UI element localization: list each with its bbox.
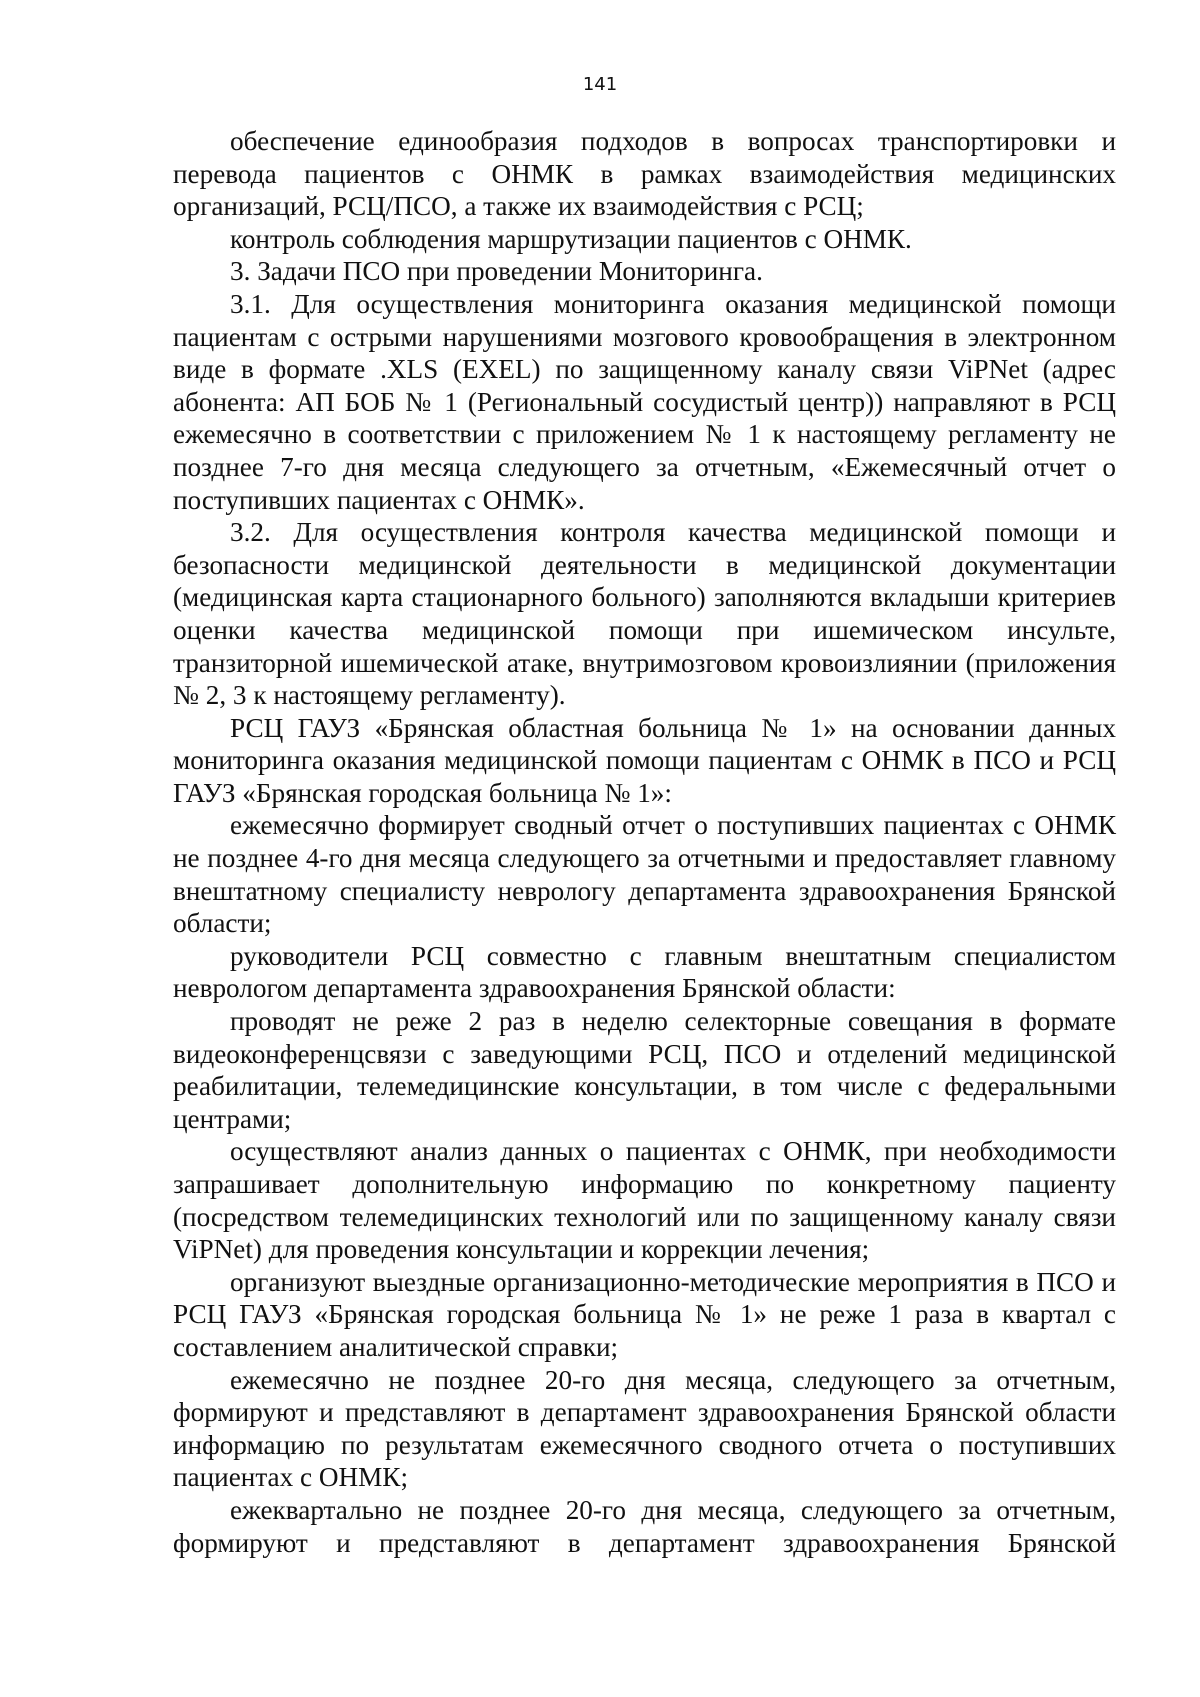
section-heading-3: 3. Задачи ПСО при проведении Мониторинга.	[230, 256, 763, 287]
paragraph-3-1: 3.1. Для осуществления мониторинга оказания медицинской помощи пациентам с острыми нарушениями мозгового кровообращения в электронном виде в формате .XLS (EXEL) по защищенному каналу связи ViPNet (адрес абонента: АП БОБ № 1 (Региональный сосудистый центр)) направляют в РСЦ ежемесячно в соответствии с приложением № 1 к настоящему регламенту не позднее 7-го дня месяца следующего за отчетным, «Ежемесячный отчет о поступивших пациентах с ОНМК».	[173, 288, 1116, 515]
paragraph-monthly-info: ежемесячно не позднее 20-го дня месяца, следующего за отчетным, формируют и представляют в департамент здравоохранения Брянской области информацию по результатам ежемесячного сводного отчета о поступивших пациентах с ОНМК;	[173, 1364, 1116, 1493]
paragraph-2: контроль соблюдения маршрутизации пациентов с ОНМК.	[230, 223, 912, 254]
paragraph-rsc-heads: руководители РСЦ совместно с главным внештатным специалистом неврологом департамента здравоохранения Брянской области:	[173, 940, 1116, 1004]
paragraph-field-visits: организуют выездные организационно-методические мероприятия в ПСО и РСЦ ГАУЗ «Брянская городская больница № 1» не реже 1 раза в квартал с составлением аналитической справки;	[173, 1266, 1116, 1362]
document-body	[173, 125, 1116, 1559]
paragraph-selector-meetings: проводят не реже 2 раз в неделю селекторные совещания в формате видеоконференцсвязи с заведующими РСЦ, ПСО и отделений медицинской реабилитации, телемедицинские консультации, в том числе с федеральными центрами;	[173, 1006, 1116, 1134]
paragraph-monthly-report: ежемесячно формирует сводный отчет о поступивших пациентах с ОНМК не позднее 4-го дня месяца следующего за отчетными и предоставляет главному внештатному специалисту неврологу департамента здравоохранения Брянской области;	[173, 810, 1116, 939]
paragraph-3-2: 3.2. Для осуществления контроля качества медицинской помощи и безопасности медицинской деятельности в медицинской документации (медицинская карта стационарного больного) заполняются вкладыши критериев оценки качества медицинской помощи при ишемическом инсульте, транзиторной ишемической атаке, внутримозговом кровоизлиянии (приложения № 2, 3 к настоящему регламенту).	[173, 517, 1116, 711]
paragraph-quarterly-info: ежеквартально не позднее 20-го дня месяца, следующего за отчетным, формируют и представляют в департамент здравоохранения Брянской	[173, 1494, 1116, 1558]
paragraph-rsc-monitoring: РСЦ ГАУЗ «Брянская областная больница № 1» на основании данных мониторинга оказания медицинской помощи пациентам с ОНМК в ПСО и РСЦ ГАУЗ «Брянская городская больница № 1»:	[173, 712, 1116, 808]
paragraph-data-analysis: осуществляют анализ данных о пациентах с ОНМК, при необходимости запрашивает дополнительную информацию по конкретному пациенту (посредством телемедицинских технологий или по защищенному каналу связи ViPNet) для проведения консультации и коррекции лечения;	[173, 1136, 1116, 1265]
paragraph-1: обеспечение единообразия подходов в вопросах транспортировки и перевода пациентов с ОНМК в рамках взаимодействия медицинских организаций, РСЦ/ПСО, а также их взаимодействия с РСЦ;	[173, 126, 1116, 222]
page-number: 141	[582, 74, 618, 95]
